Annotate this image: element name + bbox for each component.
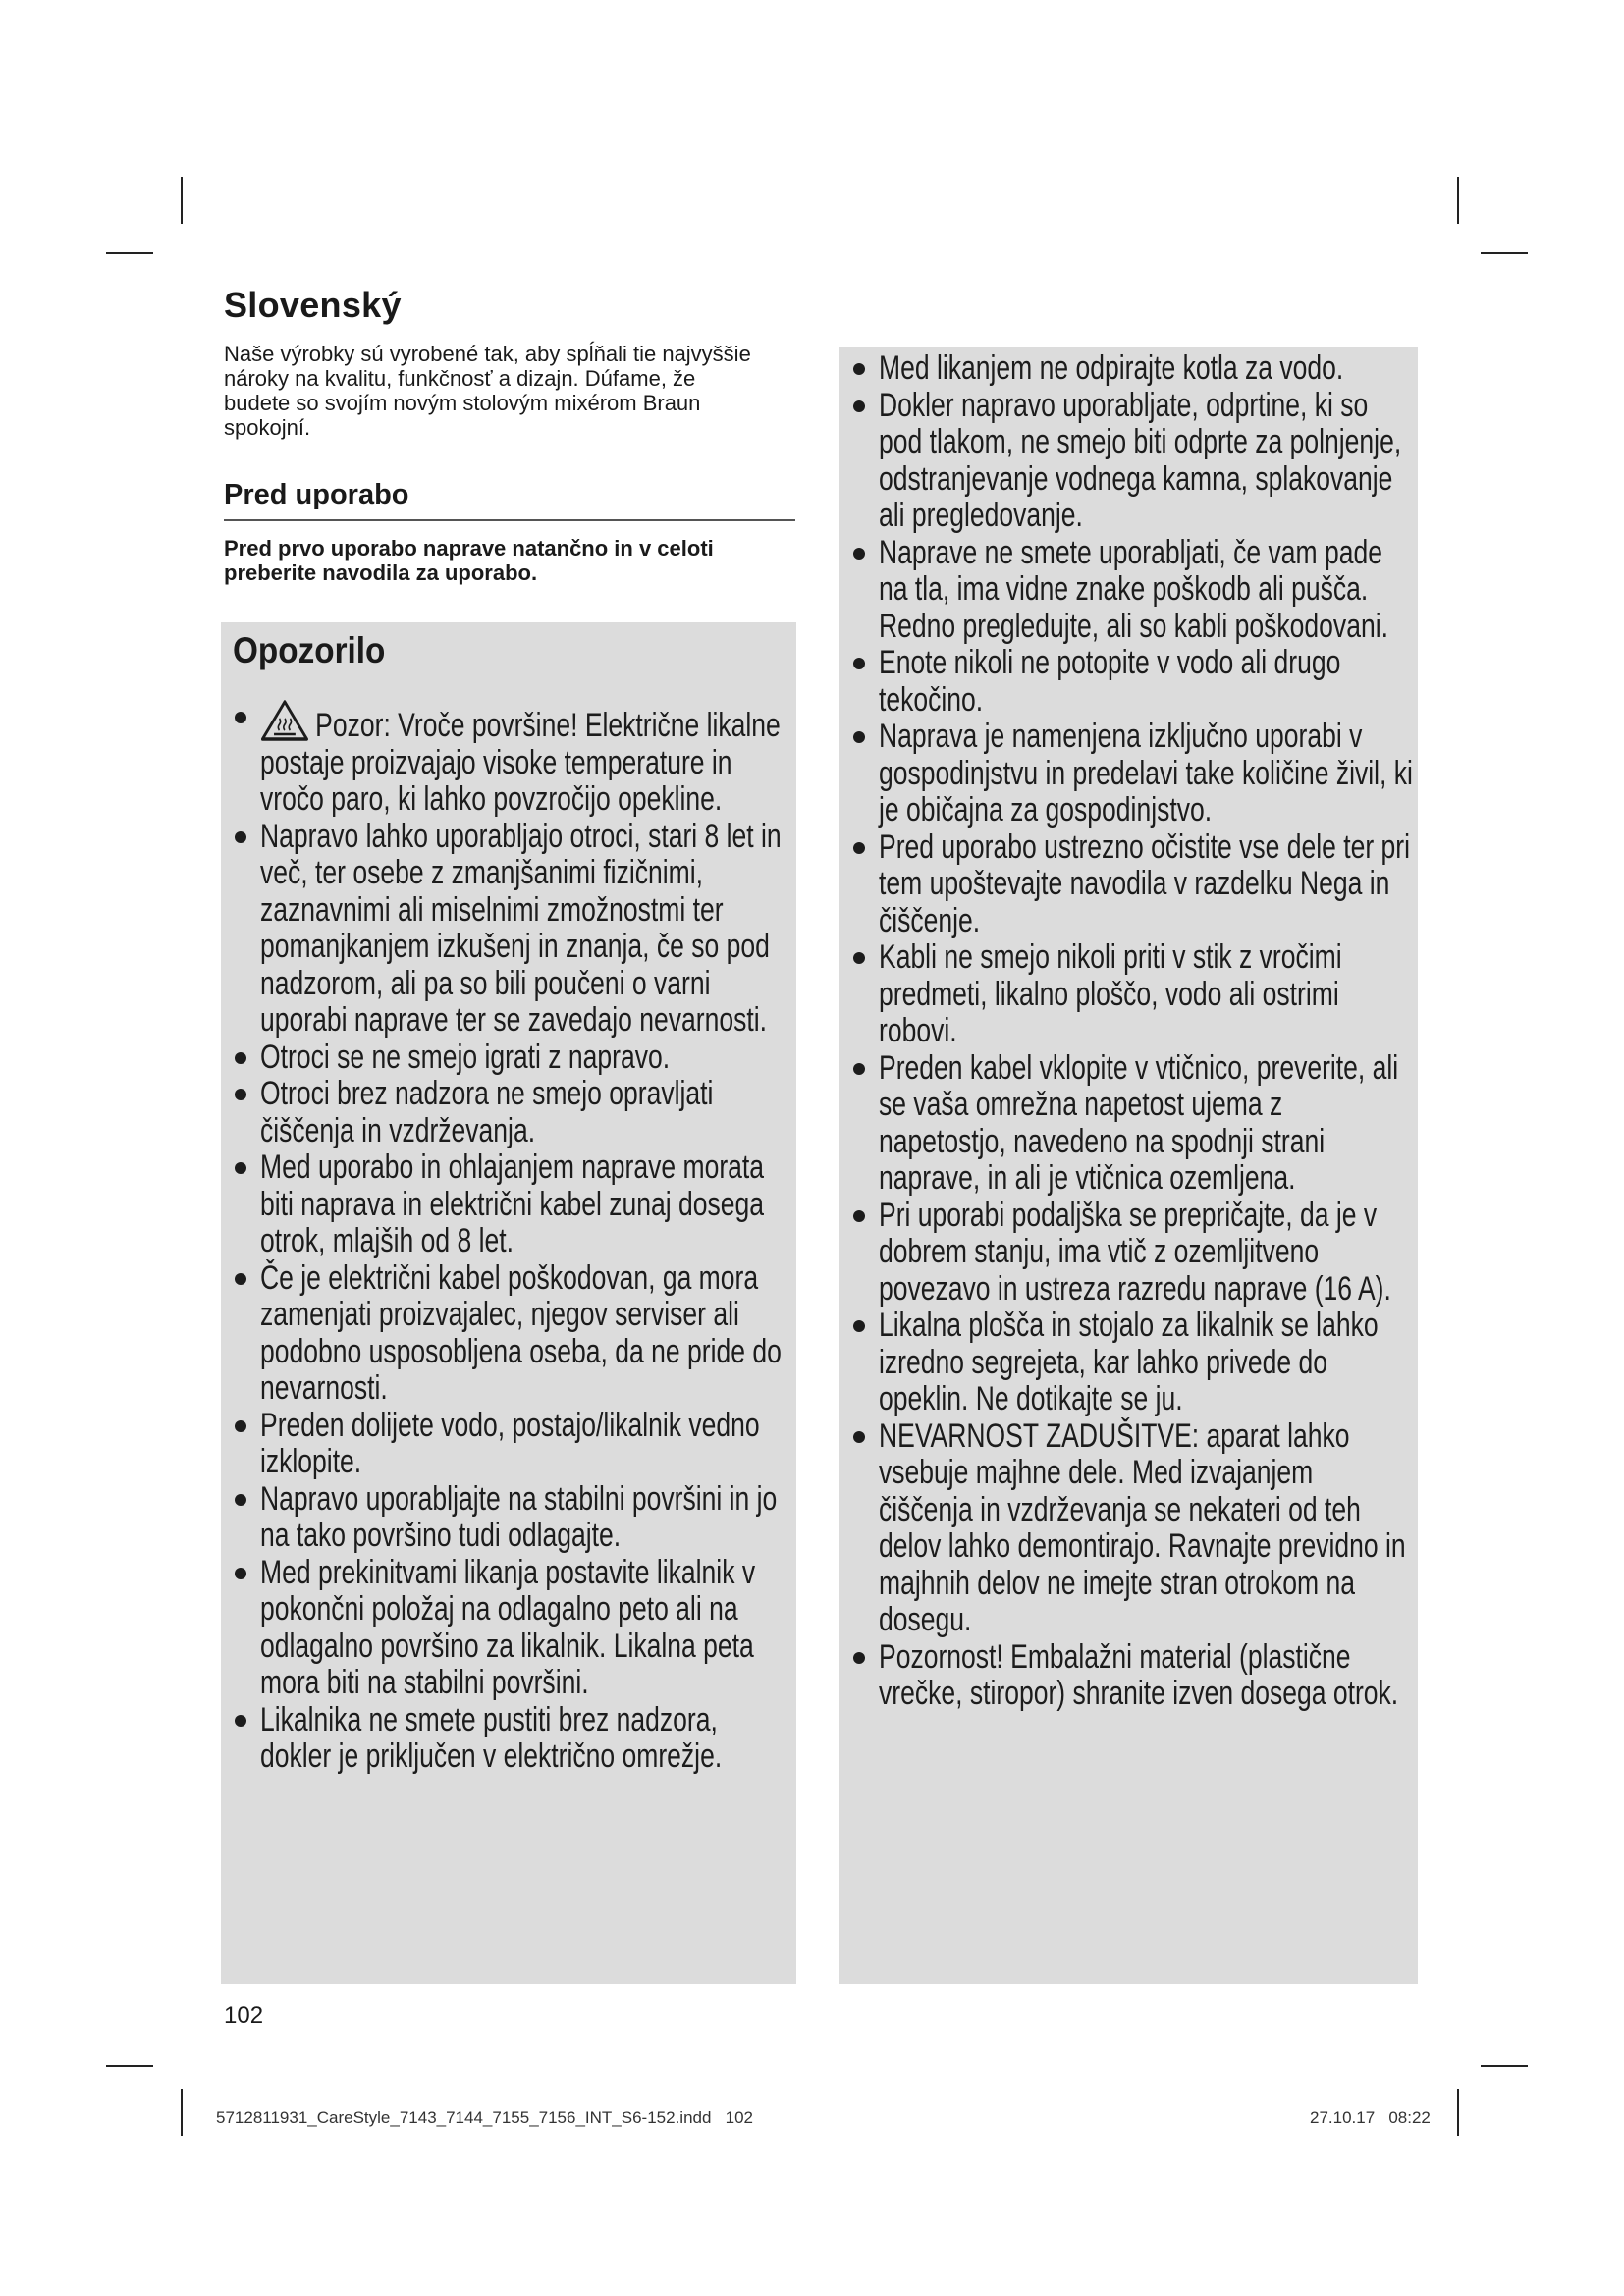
crop-mark bbox=[1457, 177, 1459, 224]
warning-item-text: Otroci brez nadzora ne smejo opravljati čiščenja in vzdrževanja. bbox=[260, 1075, 714, 1149]
warning-item bbox=[231, 1481, 794, 1555]
warning-item-text: Naprave ne smete uporabljati, če vam pade na tla, ima vidne znake poškodb ali pušča. Redno pregledujte, ali so kabli poškodovani. bbox=[879, 533, 1388, 645]
warning-item-text: Naprava je namenjena izključno uporabi v gospodinjstvu in predelavi take količine živil, ki je običajna za gospodinjstvo. bbox=[879, 718, 1413, 828]
crop-mark bbox=[1457, 2089, 1459, 2136]
warning-item bbox=[849, 829, 1414, 940]
intro-paragraph: Naše výrobky sú vyrobené tak, aby spĺňali tie najvyššie nároky na kvalitu, funkčnosť a dizajn. Dúfame, že budete so svojím novým stolovým mixérom Braun spokojní. bbox=[224, 342, 751, 440]
warning-item bbox=[231, 1555, 794, 1702]
warning-item bbox=[849, 1050, 1414, 1198]
warning-item-text: Med uporabo in ohlajanjem naprave morata biti naprava in električni kabel zunaj dosega otrok, mlajših od 8 let. bbox=[260, 1148, 765, 1259]
warning-item-text: Med prekinitvami likanja postavite likalnik v pokončni položaj na odlagalno peto ali na odlagalno površino za likalnik. Likalna peta mora biti na stabilni površini. bbox=[260, 1553, 756, 1701]
warning-item-text: Preden kabel vklopite v vtičnico, preverite, ali se vaša omrežna napetost ujema z napetostjo, navedeno na spodnji strani naprave, in ali je vtičnica ozemljena. bbox=[879, 1048, 1399, 1197]
warning-item bbox=[231, 1076, 794, 1149]
crop-mark bbox=[1481, 252, 1528, 254]
warning-item bbox=[231, 1408, 794, 1481]
section-instruction: Pred prvo uporabo naprave natančno in v celoti preberite navodila za uporabo. bbox=[224, 536, 714, 585]
warning-item bbox=[849, 645, 1414, 719]
warning-item-text: Pozornost! Embalažni material (plastične vrečke, stiropor) shranite izven dosega otrok. bbox=[879, 1637, 1399, 1712]
warning-item-text: NEVARNOST ZADUŠITVE: aparat lahko vsebuje majhne dele. Med izvajanjem čiščenja in vzdrževanja se nekateri od teh delov lahko demontirajo. Ravnajte previdno in majhnih delov ne imejte stran otrokom na dosegu. bbox=[879, 1416, 1406, 1638]
page-title: Slovenský bbox=[224, 285, 402, 325]
crop-mark bbox=[1481, 2065, 1528, 2067]
warning-item-text: Če je električni kabel poškodovan, ga mora zamenjati proizvajalec, njegov serviser ali podobno usposobljena oseba, da ne pride do nevarnosti. bbox=[260, 1258, 782, 1407]
footer-file-info: 5712811931_CareStyle_7143_7144_7155_7156_INT_S6-152.indd 102 bbox=[216, 2109, 753, 2127]
warning-item-text: Likalna plošča in stojalo za likalnik se lahko izredno segrejeta, kar lahko privede do opeklin. Ne dotikajte se ju. bbox=[879, 1307, 1379, 1417]
warning-item-text: Kabli ne smejo nikoli priti v stik z vročimi predmeti, likalno ploščo, vodo ali ostrimi robovi. bbox=[879, 938, 1342, 1049]
warning-box-right bbox=[839, 347, 1418, 1984]
warning-item-text: Preden dolijete vodo, postajo/likalnik vedno izklopite. bbox=[260, 1406, 760, 1480]
warning-item bbox=[231, 819, 794, 1040]
warning-item-text: Napravo uporabljajte na stabilni površini in jo na tako površino tudi odlagajte. bbox=[260, 1479, 778, 1554]
warning-item-text: Otroci se ne smejo igrati z napravo. bbox=[260, 1038, 671, 1076]
warning-item bbox=[849, 1639, 1414, 1713]
warning-item bbox=[231, 1149, 794, 1260]
warning-item bbox=[849, 939, 1414, 1050]
warning-box-left bbox=[221, 622, 796, 1984]
warning-title: Opozorilo bbox=[233, 630, 386, 670]
warning-item bbox=[231, 699, 794, 819]
crop-mark bbox=[181, 2089, 183, 2136]
hot-surface-warning-icon bbox=[260, 699, 309, 742]
crop-mark bbox=[106, 252, 153, 254]
warning-item-text: Pred uporabo ustrezno očistite vse dele ter pri tem upoštevajte navodila v razdelku Nega in čiščenje. bbox=[879, 828, 1411, 939]
warning-item-text: Enote nikoli ne potopite v vodo ali drugo tekočino. bbox=[879, 644, 1341, 719]
warning-item bbox=[849, 1308, 1414, 1418]
warning-list-left bbox=[231, 699, 794, 1776]
warning-item-text: Likalnika ne smete pustiti brez nadzora, dokler je priključen v električno omrežje. bbox=[260, 1700, 723, 1775]
warning-item-text: Pri uporabi podaljška se prepričajte, da je v dobrem stanju, ima vtič z ozemljitveno povezavo in ustreza razredu naprave (16 A). bbox=[879, 1196, 1391, 1308]
warning-item bbox=[849, 388, 1414, 535]
warning-item bbox=[849, 1198, 1414, 1308]
footer-date: 27.10.17 08:22 bbox=[1310, 2109, 1431, 2127]
warning-item bbox=[849, 1418, 1414, 1639]
crop-mark bbox=[181, 177, 183, 224]
warning-item bbox=[231, 1702, 794, 1776]
section-heading: Pred uporabo bbox=[224, 479, 795, 521]
warning-item-text: Dokler napravo uporabljate, odprtine, ki so pod tlakom, ne smejo biti odprte za polnjenje, odstranjevanje vodnega kamna, splakovanje ali pregledovanje. bbox=[879, 386, 1402, 534]
page-number: 102 bbox=[224, 2002, 264, 2029]
warning-item bbox=[849, 535, 1414, 646]
warning-item-text: Med likanjem ne odpirajte kotla za vodo. bbox=[879, 349, 1344, 387]
warning-item bbox=[231, 1040, 794, 1077]
crop-mark bbox=[106, 2065, 153, 2067]
warning-item-text: Pozor: Vroče površine! Električne likalne postaje proizvajajo visoke temperature in vročo paro, ki lahko povzročijo opekline. bbox=[260, 707, 781, 818]
warning-list-right bbox=[849, 350, 1414, 1713]
warning-item-text: Napravo lahko uporabljajo otroci, stari 8 let in več, ter osebe z zmanjšanimi fizičnimi, zaznavnimi ali miselnimi zmožnostmi ter pomanjkanjem izkušenj in znanja, če so pod nadzorom, ali pa so bili poučeni o varni uporabi naprave ter se zavedajo nevarnosti. bbox=[260, 817, 782, 1039]
warning-item bbox=[849, 350, 1414, 388]
warning-item bbox=[849, 719, 1414, 829]
warning-item bbox=[231, 1260, 794, 1408]
